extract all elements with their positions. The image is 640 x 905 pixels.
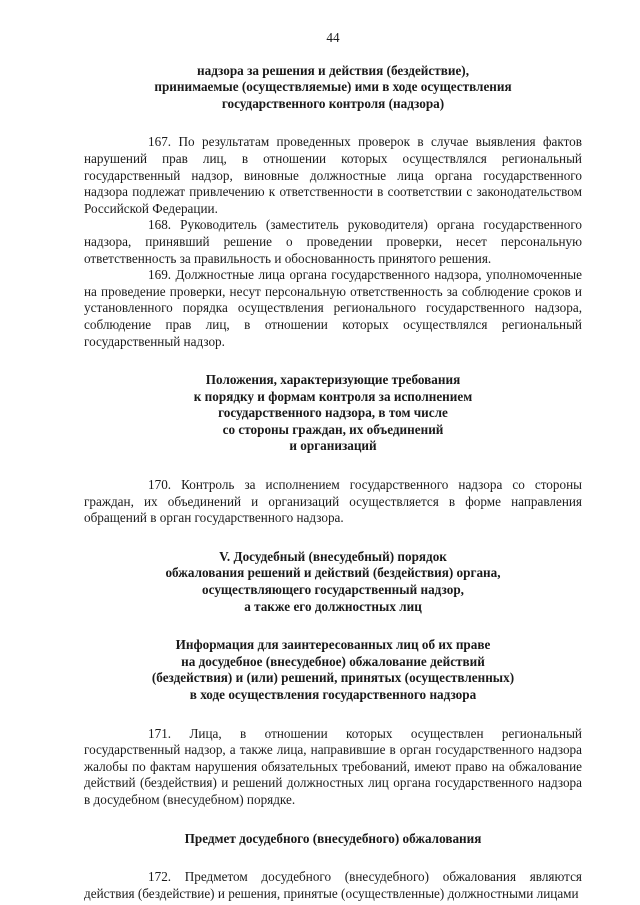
section-heading-appeal-subject: Предмет досудебного (внесудебного) обжалования: [184, 830, 482, 846]
spacer: [84, 809, 582, 831]
section-heading-appeal-info: Информация для заинтересованных лиц об их праве на досудебное (внесудебное) обжалование действий (бездействия) и (или) решений, принятых (осуществленных) в ходе осуществления государственного надзора: [151, 637, 515, 702]
paragraph-167: 167. По результатам проведенных проверок в случае выявления фактов нарушений прав лиц, в отношении которых осуществлялся региональный государственный надзор, виновные должностные лица органа государственного надзора подлежат привлечению к ответственности в соответствии с законодательством Российской Федерации.: [84, 134, 582, 216]
paragraph-170: 170. Контроль за исполнением государственного надзора со стороны граждан, их объединений и организаций осуществляется в форме направления обращений в орган государственного надзора.: [84, 477, 582, 526]
paragraph-171: 171. Лица, в отношении которых осуществлен региональный государственный надзор, а также лица, направившие в орган государственного надзора жалобы по фактам нарушения обязательных требований, имеют право на обжалование действий (бездействия) и решений должностных лиц органа государственного надзора в досудебном (внесудебном) порядке.: [84, 725, 582, 807]
paragraph-169: 169. Должностные лица органа государственного надзора, уполномоченные на проведение проверки, несут персональную ответственность за соблюдение сроков и установленного порядка осуществления регионального государственного надзора, соблюдение прав лиц, в отношении которых осуществлялся региональный государственный надзор.: [84, 267, 582, 349]
spacer: [84, 455, 582, 477]
chapter-heading-v: V. Досудебный (внесудебный) порядок обжалования решений и действий (бездействия) органа, осуществляющего государственный надзор, а также его должностных лиц: [165, 548, 501, 614]
spacer: [84, 527, 582, 549]
spacer: [84, 847, 582, 869]
section-heading-appeal-tail: надзора за решения и действия (бездействие), принимаемые (осуществляемые) ими в ходе осуществления государственного контроля (надзора): [154, 62, 512, 111]
spacer: [84, 704, 582, 726]
section-heading-control-provisions: Положения, характеризующие требования к порядку и формам контроля за исполнением государственного надзора, в том числе со стороны граждан, их объединений и организаций: [193, 372, 473, 454]
paragraph-168: 168. Руководитель (заместитель руководителя) органа государственного надзора, принявший решение о проведении проверки, несет персональную ответственность за правильность и обоснованность принятого решения.: [84, 217, 582, 266]
spacer: [84, 112, 582, 134]
spacer: [84, 615, 582, 637]
spacer: [84, 350, 582, 372]
page-number: 44: [326, 30, 340, 45]
paragraph-172: 172. Предметом досудебного (внесудебного) обжалования являются действия (бездействие) и решения, принятые (осуществленные) должностными лицами: [84, 869, 582, 901]
